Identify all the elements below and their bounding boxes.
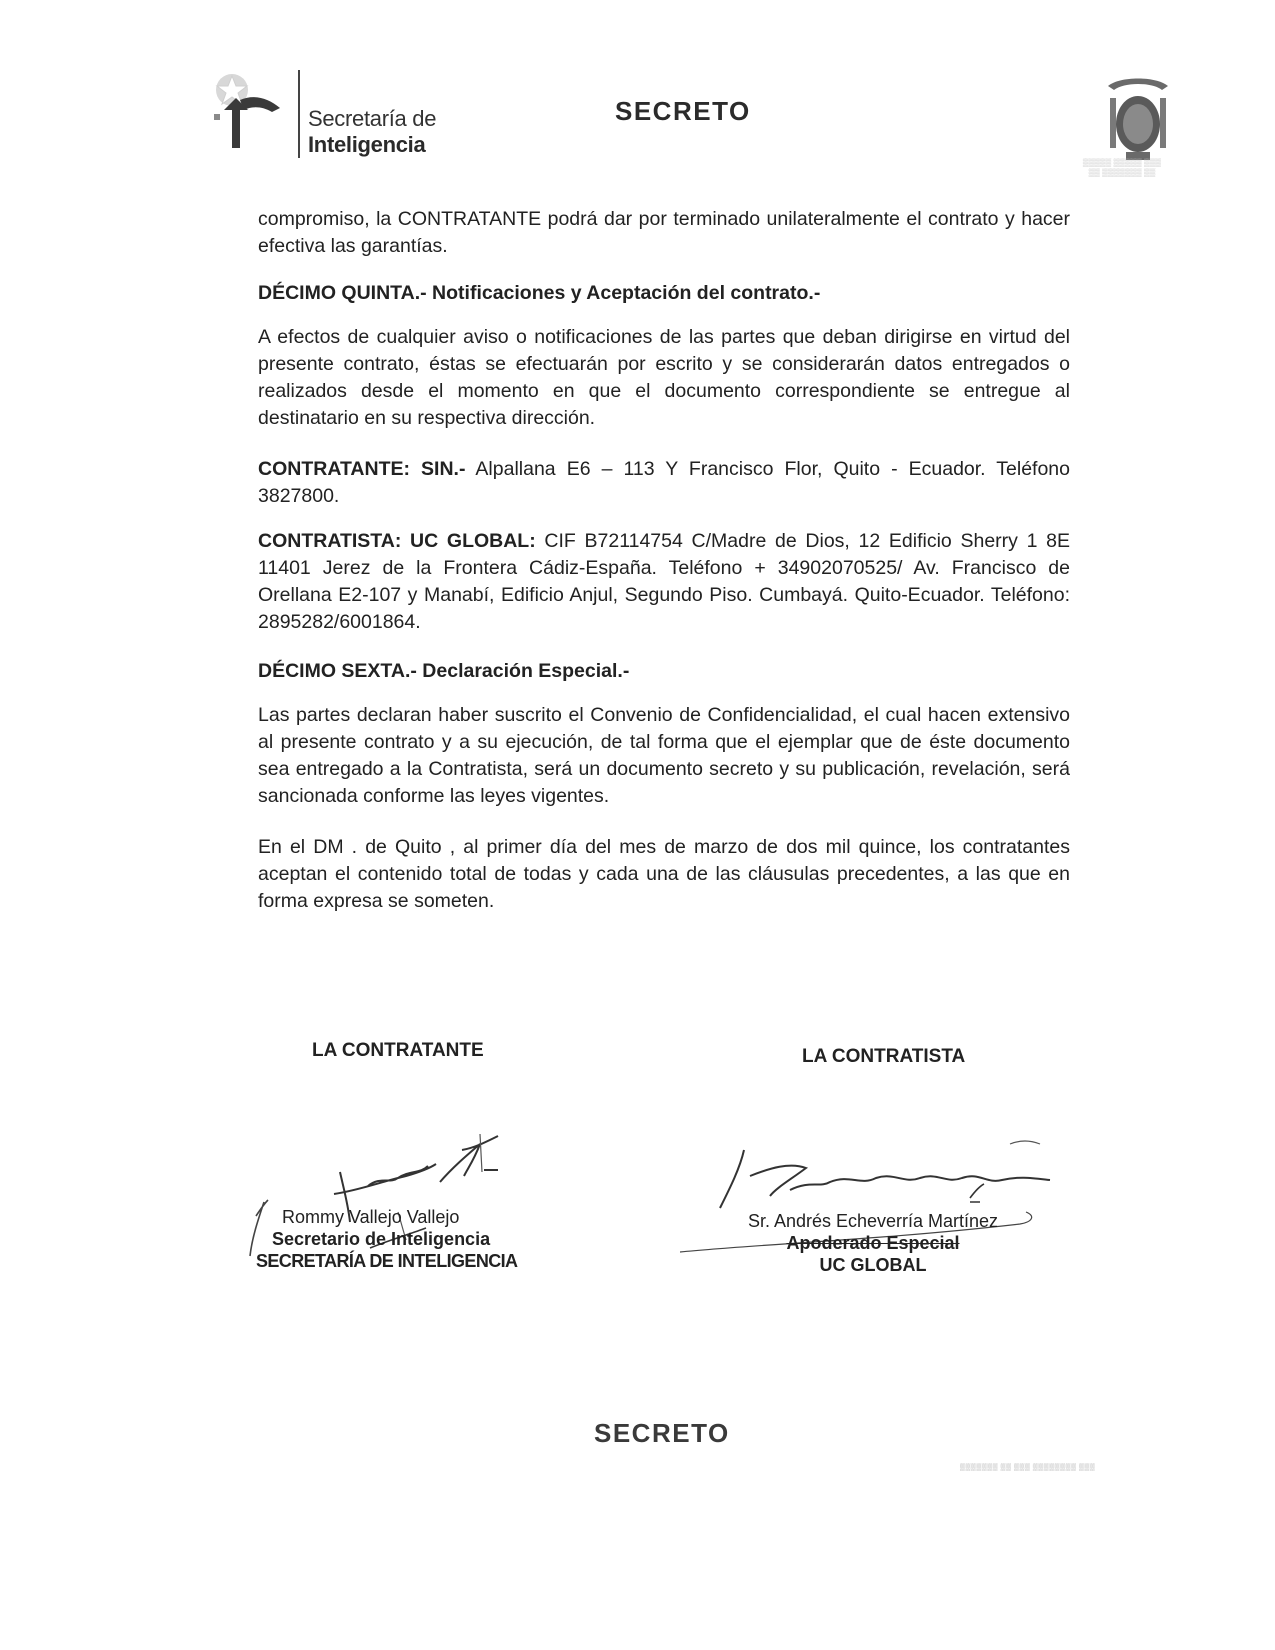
secretaria-logo: [188, 62, 478, 172]
paragraph-compromiso: compromiso, la CONTRATANTE podrá dar por terminado unilateralmente el contrato y hacer efectiva las garantías.: [258, 208, 1070, 257]
logo-line-2: Inteligencia: [308, 132, 426, 157]
coat-of-arms-caption-illegible: ▒▒▒▒▒ ▒▒▒▒▒ ▒▒▒ ▒▒ ▒▒▒▒▒▒▒ ▒▒: [1082, 158, 1162, 177]
signature-heading-right: LA CONTRATISTA: [802, 1046, 966, 1067]
paragraph-notificaciones: A efectos de cualquier aviso o notificaciones de las partes que deban dirigirse en virtud del presente contrato, éstas se efectuarán por escrito y se considerarán datos entregados o realizados desde el momento en que el documento correspondiente se entregue al destinatario en su respectiva dirección.: [258, 326, 1070, 429]
signatory-title-right: Apoderado Especial: [786, 1233, 960, 1253]
paragraph-contratante: [258, 456, 1070, 510]
classification-header: SECRETO: [615, 96, 751, 126]
heading-decimo-quinta: DÉCIMO QUINTA.- Notificaciones y Aceptación del contrato.-: [258, 282, 821, 304]
contratante-label: CONTRATANTE: SIN.-: [258, 458, 466, 480]
signatory-title-left: Secretario de Inteligencia: [272, 1229, 491, 1249]
logo-divider: [298, 70, 300, 158]
logo-wordmark: [308, 106, 436, 158]
contratista-text: CIF B72114754 C/Madre de Dios, 12 Edificio Sherry 1 8E 11401 Jerez de la Frontera Cádiz-España. Teléfono + 34902070525/ Av. Francisco de Orellana E2-107 y Manabí, Edificio Anjul, Segundo Piso. Cumbayá. Quito-Ecuador. Teléfono: 2895282/6001864.: [258, 530, 1070, 633]
signatory-org-left: SECRETARÍA DE INTELIGENCIA: [256, 1251, 518, 1271]
paragraph-contratista: [258, 528, 1070, 636]
logo-line-1: Secretaría de: [308, 106, 437, 131]
coat-of-arms-icon: [1096, 72, 1180, 164]
paragraph-declaracion: Las partes declaran haber suscrito el Convenio de Confidencialidad, el cual hacen extensivo al presente contrato y a su ejecución, de tal forma que el ejemplar que de éste documento sea entregado a la Contratista, será un documento secreto y su publicación, revelación, será sancionada conforme las leyes vigentes.: [258, 704, 1070, 807]
signature-heading-left: LA CONTRATANTE: [312, 1040, 484, 1061]
footer-address-illegible: ▒▒▒▒▒▒▒ ▒▒ ▒▒▒ ▒▒▒▒▒▒▒▒ ▒▒▒: [960, 1464, 1096, 1471]
contratista-label: CONTRATISTA: UC GLOBAL:: [258, 530, 536, 552]
signatory-org-right: UC GLOBAL: [819, 1255, 927, 1275]
intelligence-emblem-icon: [202, 68, 288, 156]
signatory-name-right: Sr. Andrés Echeverría Martínez: [747, 1211, 999, 1231]
contratante-text: Alpallana E6 – 113 Y Francisco Flor, Quito - Ecuador. Teléfono 3827800.: [258, 458, 1070, 507]
classification-footer: SECRETO: [594, 1418, 730, 1448]
paragraph-aceptacion: En el DM . de Quito , al primer día del mes de marzo de dos mil quince, los contratantes aceptan el contenido total de todas y cada una de las cláusulas precedentes, a las que en forma expresa se someten.: [258, 836, 1070, 912]
heading-decimo-sexta: DÉCIMO SEXTA.- Declaración Especial.-: [258, 660, 630, 682]
signatory-name-left: Rommy Vallejo Vallejo: [282, 1207, 460, 1227]
